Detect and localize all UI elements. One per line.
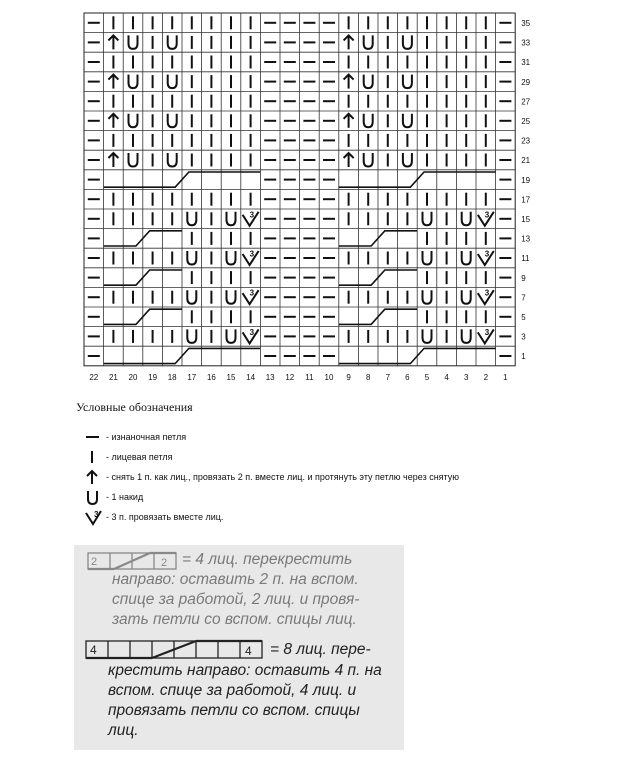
cable-2x2-line-4: зать петли со вспом. спицы лиц. [112,611,357,628]
legend-text: - изнаночная петля [106,432,187,442]
cable-4x4-icon [86,641,262,658]
cable-2x2-num-left: 2 [91,556,98,568]
yarn-over [168,153,177,167]
cable-2x2-line-3: спице за работой, 2 лиц. и провя- [112,591,360,608]
yarn-over [187,212,196,226]
yarn-over [364,114,373,128]
yarn-over [227,290,236,304]
legend-item-k3tog [84,508,223,526]
row-label: 23 [521,136,531,146]
yarn-over [364,153,373,167]
column-label: 7 [385,372,391,382]
legend-item-knit [84,448,173,466]
yarn-over [168,35,177,49]
column-label: 10 [324,372,334,382]
row-label: 7 [521,293,526,303]
yarn-over [462,329,471,343]
row-label: 3 [521,332,526,342]
row-labels [521,19,530,361]
purl-dash-icon [84,428,106,446]
row-label: 33 [521,38,531,48]
column-label: 16 [206,372,216,382]
k3tog-icon [84,508,106,526]
yarn-over [403,153,412,167]
legend-text: - 1 накид [106,492,144,502]
yarn-over [168,114,177,128]
row-label: 19 [521,175,531,185]
column-label: 1 [503,372,508,382]
k3tog-num: 3 [484,249,490,259]
column-label: 11 [305,372,314,382]
column-label: 17 [187,372,197,382]
row-label: 29 [521,77,531,87]
yarn-over [462,212,471,226]
cable-2x2-line-1: = 4 лиц. перекрестить [182,551,353,568]
yarn-over [129,114,138,128]
row-label: 27 [521,97,531,107]
row-label: 15 [521,215,531,224]
column-label: 3 [463,372,469,382]
yarn-over [423,329,432,343]
column-label: 6 [405,372,410,382]
yarn-over [462,251,471,265]
column-label: 9 [346,372,351,382]
yarn-over [168,75,177,89]
column-label: 5 [424,372,430,382]
yarn-over [129,35,138,49]
cable-4x4-line-2: крестить направо: оставить 4 п. на [108,662,382,679]
row-label: 35 [521,19,531,28]
column-label: 4 [444,372,449,382]
row-label: 11 [521,254,530,264]
yarn-over [423,212,432,226]
column-label: 15 [226,372,236,382]
cable-4x4-line-5: лиц. [108,722,139,739]
legend-item-yarn-over [84,488,143,506]
yarn-over [364,35,373,49]
column-label: 12 [285,372,295,382]
yarn-over [227,251,236,265]
cable-2x2-line-2: направо: оставить 2 п. на вспом. [112,571,359,588]
cable-2x2-num-right: 2 [161,557,168,569]
yarn-over [187,329,196,343]
column-label: 22 [89,372,99,382]
column-label: 19 [148,372,158,382]
legend-item-sk2p [84,468,459,486]
row-label: 31 [521,58,531,68]
yarn-over [403,35,412,49]
yarn-over [403,114,412,128]
k3tog-num: 3 [484,210,490,220]
yarn-over [423,290,432,304]
row-label: 1 [521,352,526,362]
column-label: 8 [365,372,371,382]
column-label: 21 [108,372,118,382]
cable-4x4-num-right: 4 [245,644,252,658]
legend-title: Условные обозначения [76,400,193,414]
legend-text: - снять 1 п. как лиц., провязать 2 п. вместе лиц. и протянуть эту петлю через снятую [106,472,460,482]
cable-4x4-line-4: провязать петли со вспом. спицы [108,702,360,719]
row-label: 21 [521,156,531,166]
column-label: 13 [265,372,275,382]
k3tog-num: 3 [249,210,255,220]
cable-4x4-num-left: 4 [90,643,97,657]
chart-grid [84,13,515,366]
column-labels [89,373,508,382]
yarn-over [129,75,138,89]
row-label: 9 [521,273,526,283]
cable-legend-box [74,545,404,750]
k3tog-num: 3 [484,288,490,298]
column-label: 20 [128,372,138,382]
column-label: 14 [246,372,256,382]
row-label: 13 [521,234,531,244]
legend-text: - 3 п. провязать вместе лиц. [106,512,224,522]
column-label: 2 [483,372,489,382]
yarn-over [129,153,138,167]
yarn-over [403,75,412,89]
yarn-over-icon [84,488,106,506]
yarn-over [187,251,196,265]
yarn-over [364,75,373,89]
yarn-over [227,212,236,226]
knit-bar-icon [84,448,106,466]
k3tog-num: 3 [94,510,99,519]
legend-item-purl [84,428,186,446]
column-label: 18 [167,372,177,382]
cable-4x4-line-1: = 8 лиц. пере- [270,641,371,658]
yarn-over [462,290,471,304]
k3tog-num: 3 [484,327,490,337]
k3tog-num: 3 [249,249,255,259]
cable-4x4-line-3: вспом. спице за работой, 4 лиц. и [108,682,357,699]
up-arrow-icon [84,468,106,486]
row-label: 17 [521,195,531,205]
yarn-over [227,329,236,343]
k3tog-num: 3 [249,327,255,337]
yarn-over [423,251,432,265]
row-label: 5 [521,313,526,322]
yarn-over [187,290,196,304]
row-label: 25 [521,117,531,126]
legend-text: - лицевая петля [106,452,173,462]
k3tog-num: 3 [249,288,255,298]
